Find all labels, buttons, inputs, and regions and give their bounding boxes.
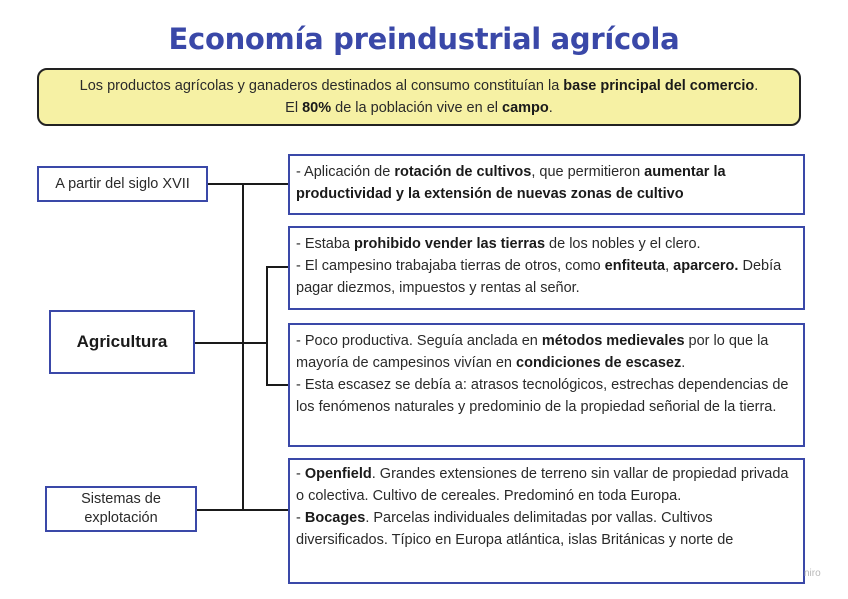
bold-segment: aumentar la productividad y la extensión de nuevas zonas de cultivo	[296, 164, 726, 202]
connector-bracket-top	[266, 266, 288, 268]
connector-main-vertical	[242, 183, 244, 510]
bold-segment: métodos medievales	[541, 333, 685, 349]
summary-segment: .	[548, 100, 553, 116]
text-segment: . Parcelas individuales delimitadas por vallas. Cultivos diversificados. Típico en Europa atlántica, islas Británicas y norte de	[296, 510, 734, 548]
summary-text	[79, 75, 759, 119]
summary-bold: campo	[502, 100, 549, 116]
text-segment: de los nobles y el clero.	[545, 236, 701, 252]
summary-bold: base principal del comercio	[563, 78, 755, 94]
watermark: niro	[804, 568, 821, 579]
box-rotacion-text	[296, 161, 797, 205]
text-segment: - Poco productiva. Seguía anclada en	[296, 333, 542, 349]
node-sistemas-label	[81, 490, 161, 528]
connector-bracket-vertical	[266, 266, 268, 386]
node-siglo-xvii	[37, 166, 208, 202]
summary-segment: . El	[285, 78, 759, 116]
box-sistemas-openfield	[296, 463, 797, 507]
summary-banner	[37, 68, 801, 126]
bold-segment: condiciones de escasez	[516, 355, 682, 371]
box-propiedad-tierras	[288, 226, 805, 310]
summary-segment: Los productos agrícolas y ganaderos destinados al consumo constituían la	[79, 78, 564, 94]
text-segment: , que permitieron	[531, 164, 645, 180]
node-agricultura	[49, 310, 195, 374]
node-sistemas-line1: Sistemas de	[81, 491, 161, 507]
box-propiedad-line1	[296, 233, 797, 255]
box-escasez	[288, 323, 805, 447]
text-segment: -	[296, 466, 305, 482]
text-segment: - Aplicación de	[296, 164, 395, 180]
bold-segment: rotación de cultivos	[394, 164, 532, 180]
diagram-title: Economía preindustrial agrícola	[168, 22, 680, 56]
summary-segment: de la población vive en el	[331, 100, 503, 116]
box-escasez-line1	[296, 330, 797, 374]
bold-segment: prohibido vender las tierras	[354, 236, 546, 252]
text-segment: .	[681, 355, 686, 371]
text-segment: ,	[665, 258, 674, 274]
bold-segment: aparcero.	[673, 258, 739, 274]
node-sistemas-explotacion	[45, 486, 197, 532]
text-segment: -	[296, 510, 305, 526]
node-siglo-label: A partir del siglo XVII	[55, 176, 190, 192]
box-propiedad-line2	[296, 255, 797, 299]
text-segment: - Estaba	[296, 236, 355, 252]
bold-segment: Bocages	[304, 510, 366, 526]
box-sistemas-bocages	[296, 507, 797, 551]
summary-bold: 80%	[302, 100, 332, 116]
box-sistemas	[288, 458, 805, 584]
connector-agricultura-horizontal	[195, 342, 268, 344]
text-segment: - El campesino trabajaba tierras de otros, como	[296, 258, 605, 274]
box-escasez-line2: - Esta escasez se debía a: atrasos tecnológicos, estrechas dependencias de los fenómenos naturales y predominio de la propiedad señorial de la tierra.	[296, 377, 789, 415]
connector-sistemas-horizontal	[197, 509, 288, 511]
bold-segment: enfiteuta	[604, 258, 666, 274]
text-segment: por lo que la mayoría de campesinos vivían en	[296, 333, 769, 371]
node-agricultura-label: Agricultura	[76, 332, 168, 351]
connector-siglo-horizontal	[208, 183, 288, 185]
bold-segment: Openfield	[304, 466, 372, 482]
text-segment: Debía pagar diezmos, impuestos y rentas al señor.	[296, 258, 782, 296]
connector-bracket-bottom	[266, 384, 288, 386]
box-rotacion-cultivos	[288, 154, 805, 215]
text-segment: . Grandes extensiones de terreno sin vallar de propiedad privada o colectiva. Cultivo de cereales. Predominó en toda Europa.	[296, 466, 789, 504]
node-sistemas-line2: explotación	[84, 510, 158, 526]
